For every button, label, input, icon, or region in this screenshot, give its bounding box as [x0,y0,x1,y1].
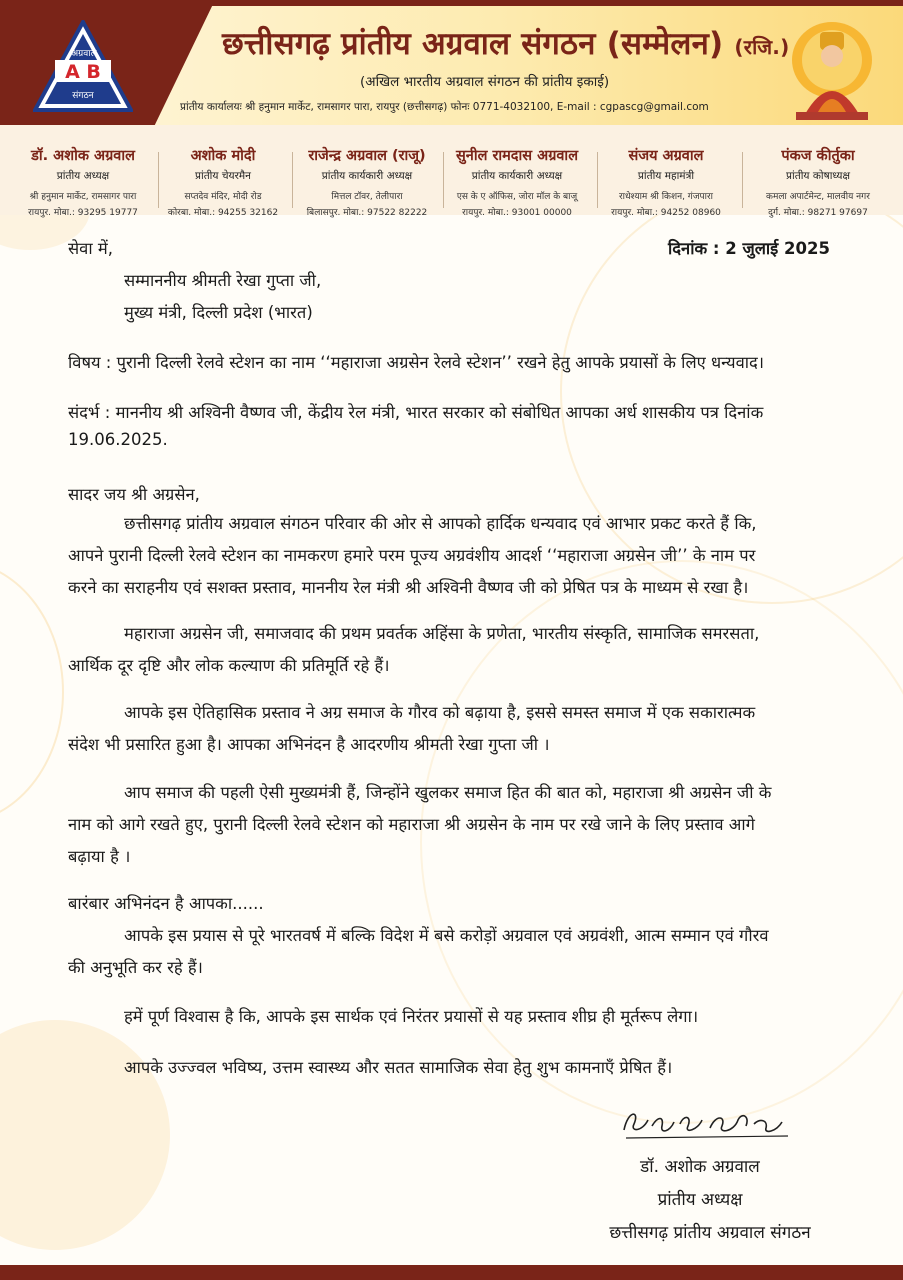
bearer-address: कमला अपार्टमेन्ट, मालवीय नगर [766,192,870,202]
letter-subject: विषय : पुरानी दिल्ली रेलवे स्टेशन का नाम ‘‘महाराजा अग्रसेन रेलवे स्टेशन’’ रखने हेतु आपके प्रयासों के लिए धन्यवाद। [68,353,765,372]
paragraph-4 [68,777,771,873]
bearer-designation: प्रांतीय चेयरमैन [195,170,251,182]
paragraph-line: बढ़ाया है । [68,847,131,866]
paragraph-line: बारंबार अभिनंदन है आपका...... [68,894,264,913]
signatory-organization: छत्तीसगढ़ प्रांतीय अग्रवाल संगठन [609,1223,811,1243]
office-bearer [591,145,741,218]
office-bearer [442,145,592,218]
office-bearer [8,145,158,218]
logo-top-text: अग्रवाल [71,49,97,59]
paragraph-7: आपके उज्ज्वल भविष्य, उत्तम स्वास्थ्य और सतत सामाजिक सेवा हेतु शुभ कामनाएँ प्रेषित हैं। [124,1058,673,1077]
paragraph-3 [68,697,755,761]
bearer-designation: प्रांतीय कार्यकारी अध्यक्ष [321,170,413,182]
bearer-address: मित्तल टॉवर, तेलीपारा [331,192,403,202]
paragraph-line: आर्थिक दूर दृष्टि और लोक कल्याण की प्रतिमूर्ति रहे हैं। [68,656,390,675]
paragraph-line: करने का सराहनीय एवं सशक्त प्रस्ताव, माननीय रेल मंत्री श्री अश्विनी वैष्णव जी को प्रेषित पत्र के माध्यम से रखा है। [68,578,749,597]
paragraph-line: आपने पुरानी दिल्ली रेलवे स्टेशन का नामकरण हमारे परम पूज्य अग्रवंशीय आदर्श ‘‘महाराजा अग्रसेन जी’’ के नाम पर [68,546,756,565]
greeting: सादर जय श्री अग्रसेन, [68,485,200,504]
office-address: प्रांतीय कार्यालयः श्री हनुमान मार्केट, रामसागर पारा, रायपुर (छत्तीसगढ़) फोनः 0771-4032100, E-mail : cgpascg@gmail.com [180,101,709,113]
handwritten-signature [618,1102,793,1144]
bearer-address: श्री हनुमान मार्केट, रामसागर पारा [29,192,137,202]
signatory-name: डॉ. अशोक अग्रवाल [640,1157,760,1177]
bearer-designation: प्रांतीय कार्यकारी अध्यक्ष [471,170,563,182]
bearer-designation: प्रांतीय अध्यक्ष [56,170,110,182]
bearer-phone: कोरबा. मोबा.: 94255 32162 [167,208,279,218]
paragraph-line: की अनुभूति कर रहे हैं। [68,958,203,977]
logo-letters: A B [65,61,101,83]
bearer-designation: प्रांतीय महामंत्री [637,170,695,182]
paragraph-line: छत्तीसगढ़ प्रांतीय अग्रवाल संगठन परिवार की ओर से आपको हार्दिक धन्यवाद एवं आभार प्रकट करते हैं कि, [124,514,757,533]
bearer-name: सुनील रामदास अग्रवाल [455,148,579,164]
bearer-name: राजेन्द्र अग्रवाल (राजू) [308,148,426,164]
organization-name: छत्तीसगढ़ प्रांतीय अग्रवाल संगठन (सम्मेलन) [222,26,724,62]
reference-date: 19.06.2025. [68,430,168,449]
paragraph-1 [68,508,757,604]
office-bearer [148,145,298,218]
letter-reference: संदर्भ : माननीय श्री अश्विनी वैष्णव जी, केंद्रीय रेल मंत्री, भारत सरकार को संबोधित आपका अर्ध शासकीय पत्र दिनांक [68,403,764,422]
bearer-name: अशोक मोदी [190,148,256,164]
paragraph-line: संदेश भी प्रसारित हुआ है। आपका अभिनंदन है आदरणीय श्रीमती रेखा गुप्ता जी । [68,735,550,754]
paragraph-2 [68,618,759,682]
paragraph-line: आप समाज की पहली ऐसी मुख्यमंत्री हैं, जिन्होंने खुलकर समाज हित की बात को, महाराजा श्री अग्रसेन जी के [124,783,772,802]
organization-title [222,22,789,64]
salutation-to: सेवा में, [68,239,113,258]
organization-subtitle: (अखिल भारतीय अग्रवाल संगठन की प्रांतीय इकाई) [360,74,610,90]
bearer-phone: रायपुर. मोबा.: 93295 19777 [28,208,138,218]
recipient-name: सम्माननीय श्रीमती रेखा गुप्ता जी, [124,271,322,290]
bearer-address: एस के ए ऑफिस, जोरा मॉल के बाजू [456,192,578,202]
bearer-name: डॉ. अशोक अग्रवाल [31,148,135,164]
paragraph-line: नाम को आगे रखते हुए, पुरानी दिल्ली रेलवे स्टेशन को महाराजा श्री अग्रसेन के नाम पर रखे जाने के लिए प्रस्ताव आगे [68,815,755,834]
paragraph-line: आपके इस ऐतिहासिक प्रस्ताव ने अग्र समाज के गौरव को बढ़ाया है, इससे समस्त समाज में एक सकारात्मक [124,703,756,722]
bearer-designation: प्रांतीय कोषाध्यक्ष [786,170,850,182]
bearer-address: सप्तदेव मंदिर, मोदी रोड [184,192,262,202]
office-bearer [292,145,442,218]
bearer-phone: रायपुर. मोबा.: 93001 00000 [462,208,572,218]
paragraph-line: महाराजा अग्रसेन जी, समाजवाद की प्रथम प्रवर्तक अहिंसा के प्रणेता, भारतीय संस्कृति, सामाजिक समरसता, [124,624,760,643]
paragraph-line: आपके इस प्रयास से पूरे भारतवर्ष में बल्कि विदेश में बसे करोड़ों अग्रवाल एवं अग्रवंशी, आत्म सम्मान एवं गौरव [124,926,769,945]
bearer-name: संजय अग्रवाल [628,148,704,164]
office-bearer [743,145,893,218]
recipient-title: मुख्य मंत्री, दिल्ली प्रदेश (भारत) [124,303,313,322]
deity-image [786,20,878,120]
footer-band [0,1265,903,1280]
registered-mark: (रजि.) [734,35,790,59]
paragraph-6: हमें पूर्ण विश्वास है कि, आपके इस सार्थक एवं निरंतर प्रयासों से यह प्रस्ताव शीघ्र ही मूर्तरूप लेगा। [124,1007,699,1026]
letter-date: दिनांक : 2 जुलाई 2025 [668,239,830,258]
logo-bottom-text: संगठन [72,91,94,101]
organization-logo [33,20,133,112]
bearer-phone: दुर्ग. मोबा.: 98271 97697 [768,208,868,218]
bearer-phone: बिलासपुर. मोबा.: 97522 82222 [306,208,428,218]
bearer-phone: रायपुर. मोबा.: 94252 08960 [611,208,721,218]
bearer-address: राधेश्याम श्री किशन, गंजपारा [618,192,713,202]
paragraph-5 [68,888,769,984]
bearer-name: पंकज कीर्तुका [781,148,855,164]
signatory-designation: प्रांतीय अध्यक्ष [657,1190,743,1210]
